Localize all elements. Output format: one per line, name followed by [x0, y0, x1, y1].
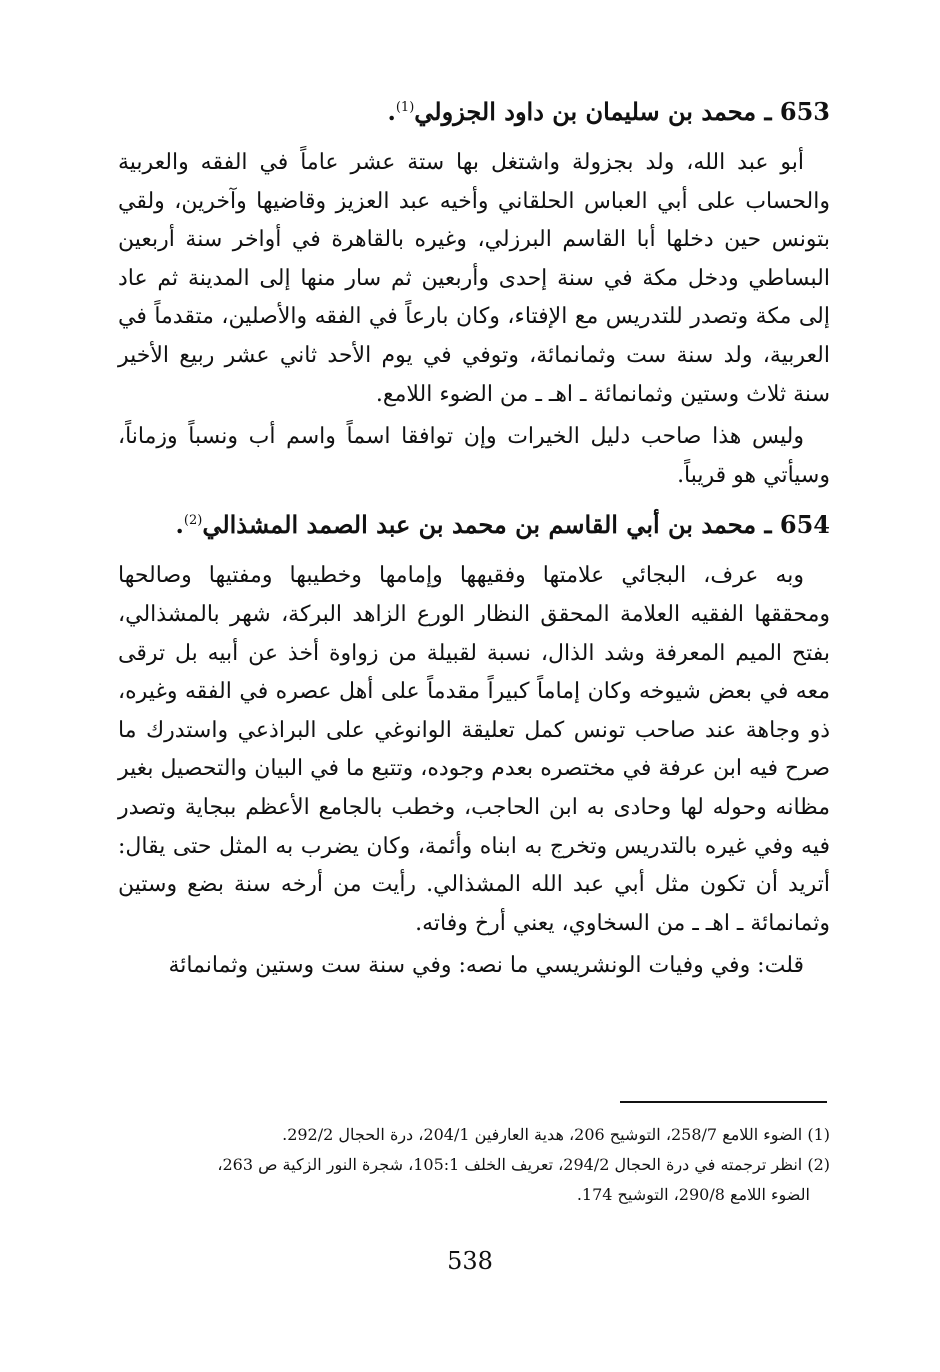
- footnote-continuation: الضوء اللامع 290/8، التوشيح 174.: [576, 1185, 810, 1204]
- entry-title-654: 654 ـ محمد بن أبي القاسم بن محمد بن عبد الصمد المشذالي$^{(2)}$.: [175, 510, 830, 540]
- entry-title-653: 653 ـ محمد بن سليمان بن داود الجزولي$^{(1)}$.: [387, 97, 830, 126]
- footnote-text: انظر ترجمته في درة الحجال 294/2، تعريف الخلف 105:1، شجرة النور الزكية ص 263،: [217, 1155, 803, 1174]
- paragraph: وبه عرف، البجائي علامتها وفقيهها وإمامها وخطيبها ومفتيها وصالحها ومحققها الفقيه العلامة المحقق النظار الورع الزاهد البركة، شهر بالمشذالي، بفتح الميم المعرفة وشد الذال، نسبة لقبيلة من زواوة أخذ عن أبيه بل ترقى معه في بعض شيوخه وكان إماماً كبيراً مقدماً على أهل عصره في الفقه وغيره، ذو وجاهة عند صاحب تونس كمل تعليقة الوانوغي على البراذعي واستدرك ما صرح فيه ابن عرفة في مختصره بعدم وجوده، وتتبع ما في البيان والتحصيل بغير مظانه وحوله لها وحادى به ابن الحاجب، وخطب بالجامع الأعظم ببجاية وتصدر فيه وفي غيره بالتدريس وتخرج به ابناه وأئمة، وكان يضرب به المثل حتى يقال: أتريد أن تكون مثل أبي عبد الله المشذالي. رأيت من أرخه سنة بضع وستين وثمانمائة ـ اهـ ـ من السخاوي، يعني أرخ وفاته.: [118, 563, 830, 936]
- paragraph: قلت: وفي وفيات الونشريسي ما نصه: وفي سنة ست وستين وثمانمائة: [168, 953, 804, 979]
- paragraph: وليس هذا صاحب دليل الخيرات وإن توافقا اسماً واسم أب ونسباً وزماناً، وسيأتي هو قريباً.: [118, 424, 830, 488]
- footnote-1: [160, 1120, 830, 1150]
- footnote-ref-1[interactable]: (1): [395, 100, 415, 115]
- footnotes: [160, 1120, 830, 1210]
- page-number: 538: [447, 1247, 493, 1275]
- paragraph: أبو عبد الله، ولد بجزولة واشتغل بها ستة عشر عاماً في الفقه والعربية والحساب على أبي العباس الحلقاني وأخيه عبد العزيز وقاضيها وآخرين، ولقي بتونس حين دخلها أبا القاسم البرزلي، وغيره بالقاهرة في أواخر سنة أربعين البساطي ودخل مكة في سنة إحدى وأربعين ثم سار منها إلى المدينة ثم عاد إلى مكة وتصدر للتدريس مع الإفتاء، وكان بارعاً في الفقه والأصلين، متقدماً في العربية، ولد سنة ست وثمانمائة، وتوفي في يوم الأحد ثاني عشر ربيع الأخير سنة ثلاث وستين وثمانمائة ـ اهـ ـ من الضوء اللامع.: [118, 150, 830, 407]
- footnote-divider: [620, 1101, 827, 1103]
- footnote-mark: (2): [807, 1155, 830, 1174]
- footnote-mark: (1): [807, 1125, 830, 1144]
- footnote-ref-2[interactable]: (2): [183, 513, 203, 529]
- footnote-text: الضوء اللامع 258/7، التوشيح 206، هدية العارفين 204/1، درة الحجال 292/2.: [282, 1125, 803, 1144]
- main-text: [118, 82, 830, 990]
- footnote-2: [160, 1150, 830, 1210]
